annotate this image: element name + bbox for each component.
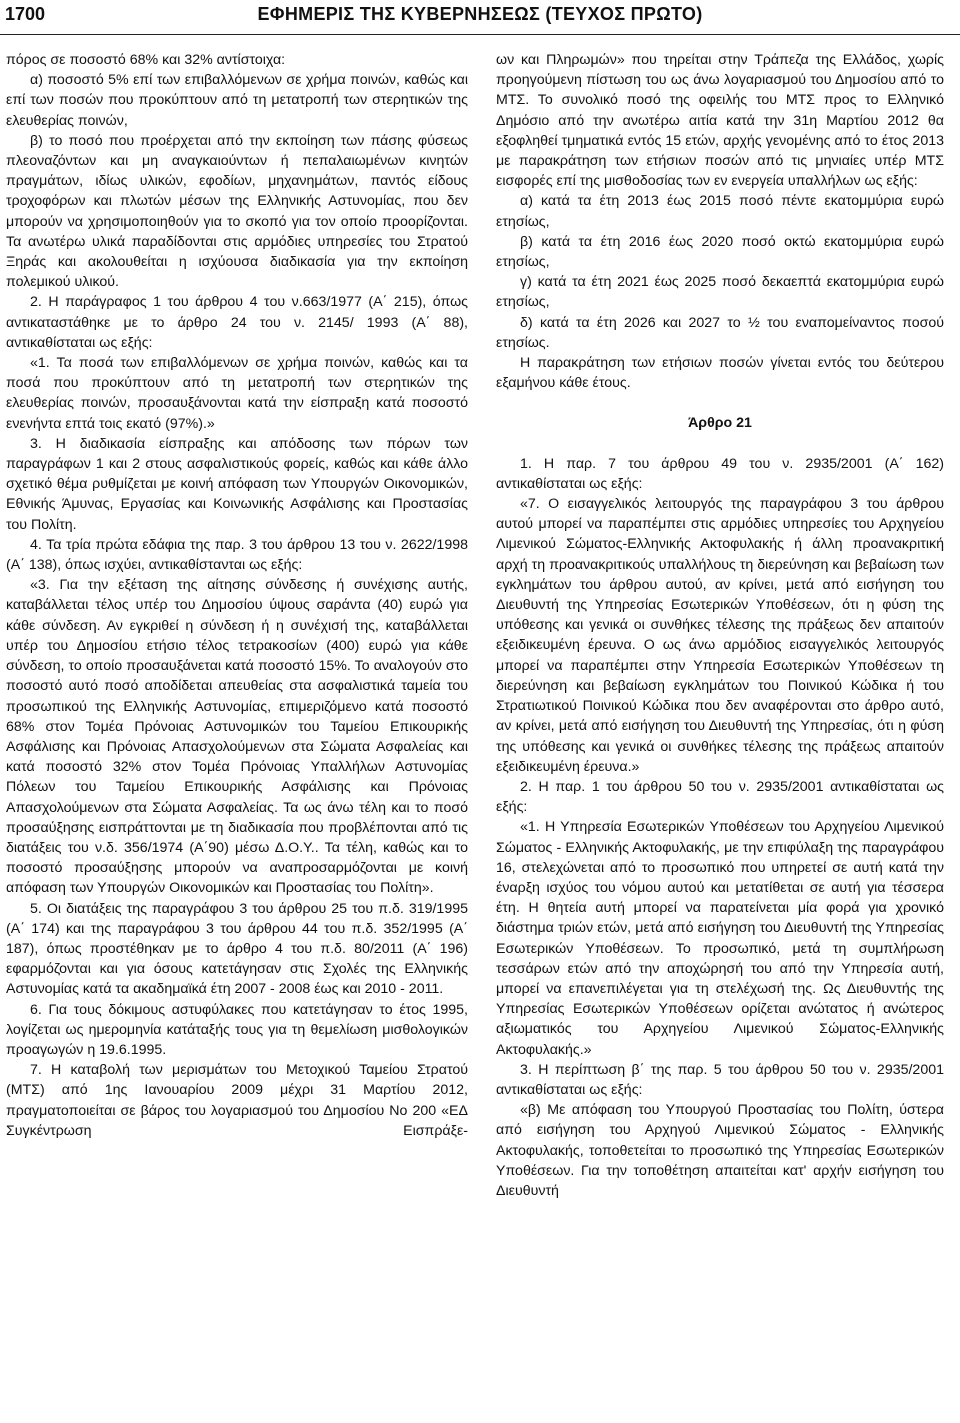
paragraph: β) κατά τα έτη 2016 έως 2020 ποσό οκτώ εκατομμύρια ευρώ ετησίως, <box>496 233 944 271</box>
paragraph: 5. Οι διατάξεις της παραγράφου 3 του άρθρου 25 του π.δ. 319/1995 (Α΄ 174) και της παραγράφου 3 του άρθρου 44 του π.δ. 352/1995 (Α΄ 187), όπως προστέθηκαν με το άρθρο 4 του π.δ. 80/2011 (Α΄ 196) εφαρμόζονται και για όσους κατετάγησαν στις Σχολές της Ελληνικής Αστυνομίας κατά τα ακαδημαϊκά έτη 2007 - 2008 έως και 2010 - 2011. <box>6 900 468 998</box>
paragraph: 2. Η παρ. 1 του άρθρου 50 του ν. 2935/2001 αντικαθίσταται ως εξής: <box>496 778 944 816</box>
paragraph: 3. Η διαδικασία είσπραξης και απόδοσης των πόρων των παραγράφων 1 και 2 στους ασφαλιστικούς φορείς, καθώς και κάθε άλλο σχετικό θέμα ρυθμίζεται με κοινή απόφαση των Υπουργών Οικονομικών, Εθνικής Άμυνας, Εργασίας και Κοινωνικής Ασφάλισης και Προστασίας του Πολίτη. <box>6 435 468 533</box>
article-heading: Άρθρο 21 <box>688 415 752 432</box>
paragraph: πόρος σε ποσοστό 68% και 32% αντίστοιχα: <box>6 52 286 68</box>
paragraph: «β) Με απόφαση του Υπουργού Προστασίας του Πολίτη, ύστερα από εισήγηση του Αρχηγού Λιμενικού Σώματος - Ελληνικής Ακτοφυλακής, τοποθετείται το προσωπικό της Υπηρεσίας Εσωτερικών Υποθέσεων. Για την τοποθέτηση απαιτείται κατ' αρχήν εισήγηση του Διευθυντή <box>496 1102 944 1199</box>
paragraph: ων και Πληρωμών» που τηρείται στην Τράπεζα της Ελλάδος, χωρίς προηγούμενη πίστωση του ως άνω λογαριασμού του Δημοσίου από το ΜΤΣ. Το συνολικό ποσό της οφειλής του ΜΤΣ προς το Ελληνικό Δημόσιο από την ανωτέρω αιτία κατά την 31η Μαρτίου 2012 θα εξοφληθεί τμηματικά εντός 15 ετών, αρχής γενομένης από το έτος 2013 με παρακράτηση των ετήσιων ποσών από τις μηνιαίες υπέρ ΜΤΣ εισφορές επί της μισθοδοσίας των εν ενεργεία υπαλλήλων ως εξής: <box>496 52 944 190</box>
gazette-title: ΕΦΗΜΕΡΙΣ ΤΗΣ ΚΥΒΕΡΝΗΣΕΩΣ (ΤΕΥΧΟΣ ΠΡΩΤΟ) <box>257 4 703 24</box>
paragraph: 7. Η καταβολή των μερισμάτων του Μετοχικού Ταμείου Στρατού (ΜΤΣ) από 1ης Ιανουαρίου 2009 μέχρι 31 Μαρτίου 2012, πραγματοποιείται σε βάρος του λογαριασμού του Δημοσίου Νο 200 «ΕΔ Συγκέντρωση Εισπράξε- <box>6 1062 468 1139</box>
paragraph: α) κατά τα έτη 2013 έως 2015 ποσό πέντε εκατομμύρια ευρώ ετησίως, <box>496 193 944 230</box>
page-header <box>0 0 960 35</box>
paragraph: 6. Για τους δόκιμους αστυφύλακες που κατετάγησαν το έτος 1995, λογίζεται ως ημερομηνία κατάταξής τους για τη θεμελίωση μισθολογικών προαγωγών η 19.6.1995. <box>6 1001 468 1058</box>
paragraph: Η παρακράτηση των ετήσιων ποσών γίνεται εντός του δεύτερου εξαμήνου κάθε έτους. <box>496 355 944 392</box>
paragraph: «1. Η Υπηρεσία Εσωτερικών Υποθέσεων του Αρχηγείου Λιμενικού Σώματος - Ελληνικής Ακτοφυλακής, με την επιφύλαξη της παραγράφου 16, στελεχώνεται από το προσωπικό που υπηρετεί σε αυτή κατά την έναρξη ισχύος του νόμου αυτού και μετατίθεται σε αυτή για τέσσερα έτη. Η θητεία αυτή μπορεί να παρατείνεται μία φορά για χρονικό διάστημα τριών ετών, μετά από εισήγηση του Διευθυντή της Υπηρεσίας Εσωτερικών Υποθέσεων. Το προσωπικό, μετά τη συμπλήρωση τεσσάρων ετών από την αποχώρησή του από την Υπηρεσία αυτή, μπορεί να επανεπιλέγεται για τη στελέχωσή της. Ως Διευθυντής της Υπηρεσίας Εσωτερικών Υποθέσεων ορίζεται ανώτατος ή ανώτερος αξιωματικός του Αρχηγείου Λιμενικού Σώματος-Ελληνικής Ακτοφυλακής.» <box>496 819 944 1058</box>
paragraph: δ) κατά τα έτη 2026 και 2027 το ½ του εναπομείναντος ποσού ετησίως. <box>496 314 944 351</box>
page-number: 1700 <box>5 4 46 24</box>
left-column <box>6 50 468 1141</box>
paragraph: «3. Για την εξέταση της αίτησης σύνδεσης ή συνέχισης αυτής, καταβάλλεται τέλος υπέρ του Δημοσίου ύψους σαράντα (40) ευρώ για κάθε σύνδεση. Αν εγκριθεί η σύνδεση ή η συνέχισή της, καταβάλλεται υπέρ του Δημοσίου ετήσιο τέλος τετρακοσίων (400) ευρώ για κάθε σύνδεση, το οποίο προσαυξάνεται κατά ποσοστό 15%. Το αναλογούν στο ποσοστό αυτό ποσό αποδίδεται απευθείας στα ασφαλιστικά ταμεία του προσωπικού της Ελληνικής Αστυνομίας, επιμεριζόμενο κατά ποσοστό 68% στον Τομέα Πρόνοιας Αστυνομικών του Ταμείου Επικουρικής Ασφάλισης και Πρόνοιας Απασχολούμενων στα Σώματα Ασφαλείας και κατά ποσοστό 32% στον Τομέα Πρόνοιας Υπαλλήλων Αστυνομίας Πόλεων του Ταμείου Επικουρικής Ασφάλισης και Πρόνοιας Απασχολούμενων στα Σώματα Ασφαλείας. Τα ως άνω τέλη και το ποσό προσαύξησης εισπράττονται με τη διαδικασία που προβλέπονται από τις διατάξεις του ν.δ. 356/1974 (Α΄90) μέσω Δ.Ο.Υ.. Τα τέλη, καθώς και το ποσοστό προσαύξησης μπορούν να αναπροσαρμόζονται με κοινή απόφαση των Υπουργών Οικονομικών και Προστασίας του Πολίτη». <box>6 577 468 897</box>
paragraph: α) ποσοστό 5% επί των επιβαλλόμενων σε χρήμα ποινών, καθώς και επί των ποσών που προκύπτουν από τη μετατροπή των στερητικών της ελευθερίας ποινών, <box>6 72 468 129</box>
paragraph: 1. Η παρ. 7 του άρθρου 49 του ν. 2935/2001 (Α΄ 162) αντικαθίσταται ως εξής: <box>496 455 944 492</box>
paragraph: 2. Η παράγραφος 1 του άρθρου 4 του ν.663/1977 (Α΄ 215), όπως αντικαταστάθηκε με το άρθρο 24 του ν. 2145/ 1993 (Α΄ 88), αντικαθίσταται ως εξής: <box>6 294 468 351</box>
paragraph: «1. Τα ποσά των επιβαλλόμενων σε χρήμα ποινών, καθώς και τα ποσά που προκύπτουν από τη μετατροπή των στερητικών της ελευθερίας ποινών, προσαυξάνονται κατά την είσπραξη κατά ποσοστό ενενήντα επτά τοις εκατό (97%).» <box>6 355 468 432</box>
paragraph: 4. Τα τρία πρώτα εδάφια της παρ. 3 του άρθρου 13 του ν. 2622/1998 (Α΄ 138), όπως ισχύει, αντικαθίστανται ως εξής: <box>6 536 468 574</box>
paragraph: β) το ποσό που προέρχεται από την εκποίηση των πάσης φύσεως πλεοναζόντων και μη αναγκαιούντων ή πεπαλαιωμένων κινητών πραγμάτων, ιδίως υλικών, εφοδίων, μηχανημάτων, παντός είδους τροχοφόρων και πλωτών μέσων της Ελληνικής Αστυνομίας, που δεν μπορούν να χρησιμοποιηθούν για το σκοπό για τον οποίο προορίζονται. Τα ανωτέρω υλικά παραδίδονται στις αρμόδιες υπηρεσίες του Στρατού Ξηράς και ακολουθείται η ισχύουσα διαδικασία για την εκποίηση πολεμικού υλικού. <box>6 132 468 291</box>
paragraph: «7. Ο εισαγγελικός λειτουργός της παραγράφου 3 του άρθρου αυτού μπορεί να παραπέμπει στις αρμόδιες υπηρεσίες του Αρχηγείου Λιμενικού Σώματος-Ελληνικής Ακτοφυλακής ή άλλη προανακριτική αρχή τη προανακριτικούς υπαλλήλους τη διερεύνηση και βεβαίωση των εγκλημάτων του άρθρου αυτού, αν κρίνει, μετά από εισήγηση του Διευθυντή της Υπηρεσίας Εσωτερικών Υποθέσεων, ότι η φύση της υπόθεσης και γενικά οι συνθήκες τέλεσης της πράξεως δεν απαιτούν εξειδικευμένη έρευνα. Ο ως άνω αρμόδιος εισαγγελικός λειτουργός μπορεί να παραπέμπει στην Υπηρεσία Εσωτερικών Υποθέσεων τη διερεύνηση και βεβαίωση εγκλημάτων του Ποινικού Κώδικα ή του Στρατιωτικού Ποινικού Κώδικα που δεν αναφέρονται στο άρθρο αυτό, αν κρίνει, μετά από εισήγηση του Διευθυντή της Υπηρεσίας, ότι η φύση της υπόθεσης και γενικά οι συνθήκες τέλεσης της πράξεως απαιτούν εξειδικευμένη έρευνα.» <box>496 496 944 775</box>
paragraph: 3. Η περίπτωση β΄ της παρ. 5 του άρθρου 50 του ν. 2935/2001 αντικαθίσταται ως εξής: <box>496 1061 944 1098</box>
right-column <box>496 50 944 1201</box>
paragraph: γ) κατά τα έτη 2021 έως 2025 ποσό δεκαεπτά εκατομμύρια ευρώ ετησίως, <box>496 274 944 311</box>
